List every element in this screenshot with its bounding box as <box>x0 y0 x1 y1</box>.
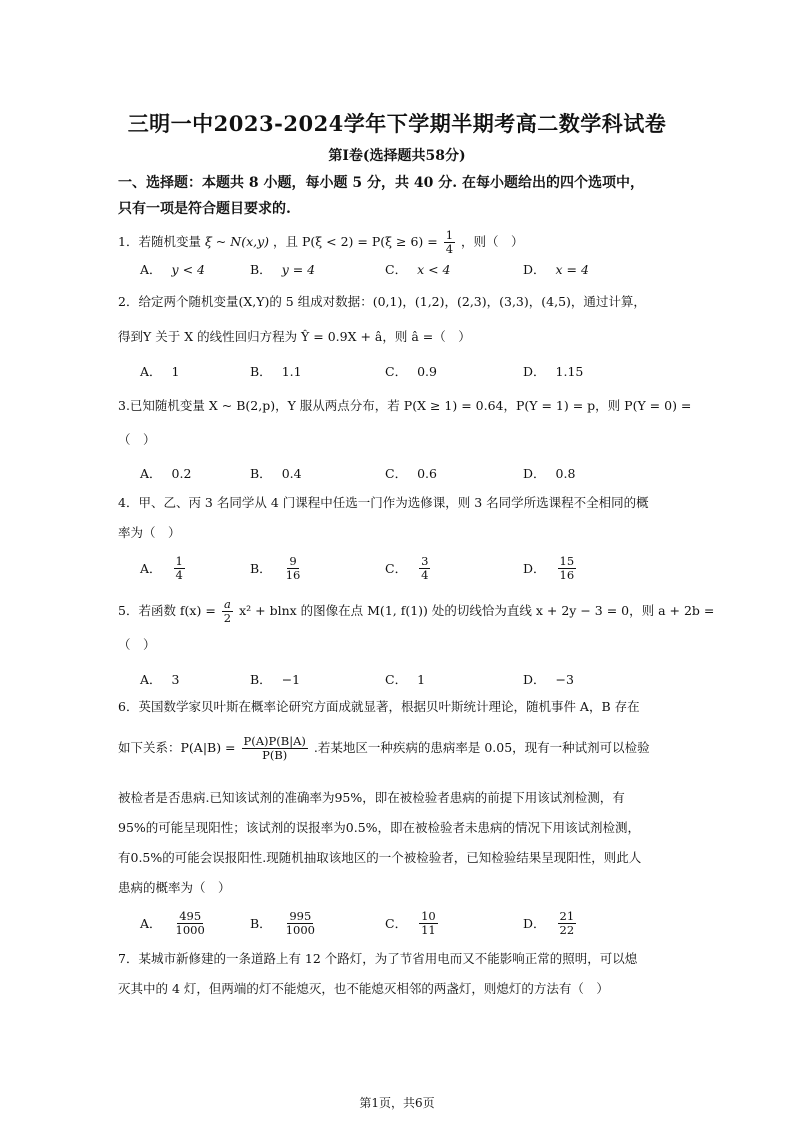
q1-stem-d: ，则（ ） <box>461 234 524 249</box>
question-6-line-2 <box>118 735 688 762</box>
question-6-line-1: 6．英国数学家贝叶斯在概率论研究方面成就显著，根据贝叶斯统计理论，随机事件 A，B 存在 <box>118 699 640 714</box>
option-label: A． <box>140 561 162 576</box>
question-6-line-4: 95%的可能呈现阳性；该试剂的误报率为0.5%，即在被检验者未患病的情况下用该试剂检测， <box>118 820 641 835</box>
q6-line2-a: 如下关系：P(A|B) = <box>118 740 236 755</box>
option-label: C． <box>385 672 408 687</box>
q5-option-b[interactable] <box>250 665 300 693</box>
q2-option-a[interactable] <box>140 357 179 385</box>
q3-option-c[interactable] <box>385 459 437 487</box>
question-4-options <box>140 554 700 582</box>
option-fraction <box>558 910 577 937</box>
option-label: A． <box>140 672 162 687</box>
option-text: 3 <box>171 671 180 687</box>
question-7-line-2: 灭其中的 4 灯，但两端的灯不能熄灭，也不能熄灭相邻的两盏灯，则熄灯的方法有（ ） <box>118 981 609 996</box>
option-label: C． <box>385 262 408 277</box>
q5-frac-num: a <box>224 597 231 611</box>
frac-num: 10 <box>421 908 436 923</box>
option-fraction <box>174 555 185 582</box>
option-text: 0.9 <box>417 363 437 379</box>
question-6-line-6: 患病的概率为（ ） <box>118 880 231 895</box>
q1-stem-a: 1．若随机变量 <box>118 234 201 249</box>
option-text: y < 4 <box>171 261 205 277</box>
q1-stem-c: ，且 P(ξ < 2) = P(ξ ≥ 6) = <box>273 234 438 249</box>
question-3-options <box>140 459 700 487</box>
option-text: 0.4 <box>281 465 302 481</box>
frac-num: 9 <box>289 553 297 568</box>
option-label: A． <box>140 364 162 379</box>
option-label: B． <box>250 364 272 379</box>
question-2-line-1: 2．给定两个随机变量(X,Y)的 5 组成对数据：(0,1)，(1,2)，(2,3)，(3,3)，(4,5)，通过计算， <box>118 294 646 309</box>
option-label: A． <box>140 262 162 277</box>
option-label: B． <box>250 916 272 931</box>
option-text: x < 4 <box>417 261 451 277</box>
q4-option-c[interactable] <box>385 554 432 582</box>
frac-den: 4 <box>421 567 429 582</box>
q1-option-b[interactable] <box>250 255 315 283</box>
frac-den: 22 <box>559 922 575 937</box>
frac-den: 16 <box>285 567 301 582</box>
option-text: x = 4 <box>555 261 589 277</box>
frac-num: 1 <box>175 553 183 568</box>
option-text: −1 <box>281 671 301 687</box>
question-2-line-2: 得到Y 关于 X 的线性回归方程为 Ŷ = 0.9X + â，则 â =（ ） <box>118 329 471 344</box>
section-line-2: 只有一项是符合题目要求的. <box>118 201 291 217</box>
q5-option-c[interactable] <box>385 665 425 693</box>
option-label: C． <box>385 916 408 931</box>
section-instructions <box>118 170 698 222</box>
frac-num: 495 <box>179 908 202 923</box>
question-1-stem <box>118 229 688 256</box>
option-text: 0.8 <box>555 465 576 481</box>
option-label: C． <box>385 466 408 481</box>
question-6-line-5: 有0.5%的可能会误报阳性.现随机抽取该地区的一个被检验者，已知检验结果呈现阳性，则此人 <box>118 850 642 865</box>
question-5-line-2: （ ） <box>118 637 156 652</box>
option-text: 1.15 <box>555 363 584 379</box>
option-text: 1 <box>417 671 426 687</box>
question-3-line-2: （ ） <box>118 432 156 447</box>
question-1-options <box>140 255 700 283</box>
option-label: D． <box>523 466 546 481</box>
q1-fraction <box>444 229 455 256</box>
option-fraction <box>284 910 317 937</box>
option-label: D． <box>523 561 546 576</box>
option-text: 0.2 <box>171 465 192 481</box>
q2-option-b[interactable] <box>250 357 302 385</box>
question-7-line-1: 7．某城市新修建的一条道路上有 12 个路灯，为了节省用电而又不能影响正常的照明，可以熄 <box>118 951 638 966</box>
q6-frac-den: P(B) <box>262 748 288 762</box>
q1-stem-b: ξ ~ N(x,y) <box>204 234 270 249</box>
q6-bayes-fraction <box>242 735 308 762</box>
q5-fraction <box>222 598 233 625</box>
option-text: 1 <box>171 363 180 379</box>
q1-frac-num: 1 <box>445 228 454 242</box>
paper-subtitle: 第Ⅰ卷(选择题共58分) <box>328 148 466 164</box>
q6-option-c[interactable] <box>385 909 440 937</box>
frac-den: 11 <box>421 922 436 937</box>
question-6-options <box>140 909 700 937</box>
q2-option-c[interactable] <box>385 357 437 385</box>
frac-den: 16 <box>559 567 575 582</box>
exam-title: 三明一中2023-2024学年下学期半期考高二数学科试卷 <box>127 111 667 136</box>
frac-den: 1000 <box>175 922 205 937</box>
option-fraction <box>284 555 303 582</box>
section-line-1: 一、选择题：本题共 8 小题，每小题 5 分，共 40 分. 在每小题给出的四个选项中， <box>118 175 644 191</box>
frac-den: 4 <box>175 567 183 582</box>
option-text: y = 4 <box>281 261 316 277</box>
q6-option-b[interactable] <box>250 909 319 937</box>
q5-option-d[interactable] <box>523 665 574 693</box>
option-label: C． <box>385 561 408 576</box>
option-label: A． <box>140 466 162 481</box>
q1-option-c[interactable] <box>385 255 451 283</box>
q5-stem-b: x² + blnx 的图像在点 M(1, f(1)) 处的切线恰为直线 x + 2y − 3 = 0，则 a + 2b = <box>239 603 715 618</box>
frac-num: 995 <box>289 908 312 923</box>
question-2-options <box>140 357 700 385</box>
option-text: 1.1 <box>281 363 302 379</box>
question-3-line-1: 3.已知随机变量 X ~ B(2,p)，Y 服从两点分布，若 P(X ≥ 1) = 0.64，P(Y = 1) = p，则 P(Y = 0) = <box>118 398 692 413</box>
option-label: D． <box>523 262 546 277</box>
q4-option-d[interactable] <box>523 554 578 582</box>
q5-frac-den: 2 <box>223 611 232 625</box>
q1-frac-den: 4 <box>445 242 454 256</box>
q3-option-d[interactable] <box>523 459 575 487</box>
option-fraction <box>174 910 207 937</box>
q2-option-d[interactable] <box>523 357 583 385</box>
q3-option-b[interactable] <box>250 459 302 487</box>
q4-option-b[interactable] <box>250 554 304 582</box>
option-label: B． <box>250 561 272 576</box>
frac-num: 15 <box>559 553 575 568</box>
q3-option-a[interactable] <box>140 459 191 487</box>
option-fraction <box>419 555 430 582</box>
question-6-line-3: 被检者是否患病.已知该试剂的准确率为95%，即在被检验者患病的前提下用该试剂检测，有 <box>118 790 625 805</box>
q4-option-a[interactable] <box>140 554 187 582</box>
q1-option-a[interactable] <box>140 255 205 283</box>
frac-num: 3 <box>421 553 429 568</box>
option-label: D． <box>523 672 546 687</box>
q6-option-d[interactable] <box>523 909 578 937</box>
option-label: A． <box>140 916 162 931</box>
option-label: B． <box>250 466 272 481</box>
question-5-options <box>140 665 700 693</box>
q6-line2-b: .若某地区一种疾病的患病率是 0.05，现有一种试剂可以检验 <box>313 740 650 755</box>
option-label: B． <box>250 262 272 277</box>
question-4-line-1: 4．甲、乙、丙 3 名同学从 4 门课程中任选一门作为选修课，则 3 名同学所选课程不全相同的概 <box>118 495 649 510</box>
option-label: D． <box>523 364 546 379</box>
frac-den: 1000 <box>285 922 315 937</box>
question-4-line-2: 率为（ ） <box>118 525 181 540</box>
frac-num: 21 <box>559 908 575 923</box>
q6-option-a[interactable] <box>140 909 209 937</box>
page-footer: 第1页，共6页 <box>359 1096 435 1110</box>
option-text: 0.6 <box>417 465 437 481</box>
option-label: D． <box>523 916 546 931</box>
q1-option-d[interactable] <box>523 255 589 283</box>
option-fraction <box>419 910 438 937</box>
option-label: C． <box>385 364 408 379</box>
q6-frac-num: P(A)P(B|A) <box>243 734 306 748</box>
option-fraction <box>558 555 577 582</box>
q5-stem-a: 5．若函数 f(x) = <box>118 603 216 618</box>
option-label: B． <box>250 672 272 687</box>
question-5-line-1 <box>118 597 715 625</box>
option-text: −3 <box>555 671 574 687</box>
q5-option-a[interactable] <box>140 665 179 693</box>
